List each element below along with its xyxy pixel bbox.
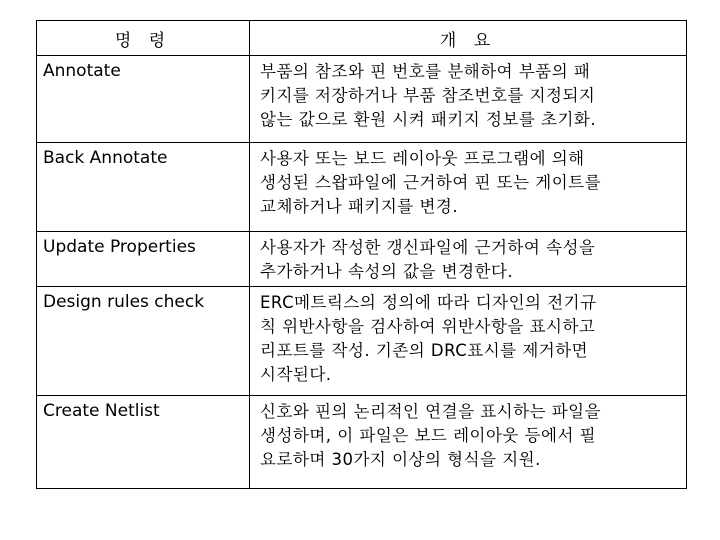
summary-line: 않는 값으로 환원 시켜 패키지 정보를 초기화. — [260, 110, 597, 129]
table-row — [37, 396, 687, 489]
table-row — [37, 56, 687, 143]
summary-line: 키지를 저장하거나 부품 참조번호를 지정되지 — [260, 86, 596, 105]
command-summary — [250, 56, 687, 143]
summary-line: 리포트를 작성. 기존의 DRC표시를 제거하면 — [260, 341, 589, 360]
command-name: Update Properties — [37, 232, 250, 287]
table-row — [37, 287, 687, 396]
summary-line: 부품의 참조와 핀 번호를 분해하여 부품의 패 — [260, 62, 591, 81]
command-name: Back Annotate — [37, 143, 250, 232]
header-command: 명 령 — [37, 21, 250, 56]
summary-line: 사용자가 작성한 갱신파일에 근거하여 속성을 — [260, 238, 596, 257]
command-table — [36, 20, 687, 489]
command-name: Create Netlist — [37, 396, 250, 489]
summary-line: 사용자 또는 보드 레이아웃 프로그램에 의해 — [260, 149, 585, 168]
summary-line: 신호와 핀의 논리적인 연결을 표시하는 파일을 — [260, 402, 602, 421]
header-summary: 개 요 — [250, 21, 687, 56]
summary-line: ERC메트릭스의 정의에 따라 디자인의 전기규 — [260, 293, 597, 312]
command-summary — [250, 232, 687, 287]
summary-line: 추가하거나 속성의 값을 변경한다. — [260, 262, 514, 281]
command-summary — [250, 143, 687, 232]
table-row — [37, 143, 687, 232]
summary-line: 생성된 스왑파일에 근거하여 핀 또는 게이트를 — [260, 173, 602, 192]
summary-line: 교체하거나 패키지를 변경. — [260, 197, 459, 216]
summary-line: 칙 위반사항을 검사하여 위반사항을 표시하고 — [260, 317, 596, 336]
command-name: Design rules check — [37, 287, 250, 396]
command-name: Annotate — [37, 56, 250, 143]
summary-line: 생성하며, 이 파일은 보드 레이아웃 등에서 필 — [260, 426, 597, 445]
table-header-row — [37, 21, 687, 56]
table-row — [37, 232, 687, 287]
command-summary — [250, 396, 687, 489]
command-summary — [250, 287, 687, 396]
summary-line: 시작된다. — [260, 365, 332, 384]
summary-line: 요로하며 30가지 이상의 형식을 지원. — [260, 450, 541, 469]
